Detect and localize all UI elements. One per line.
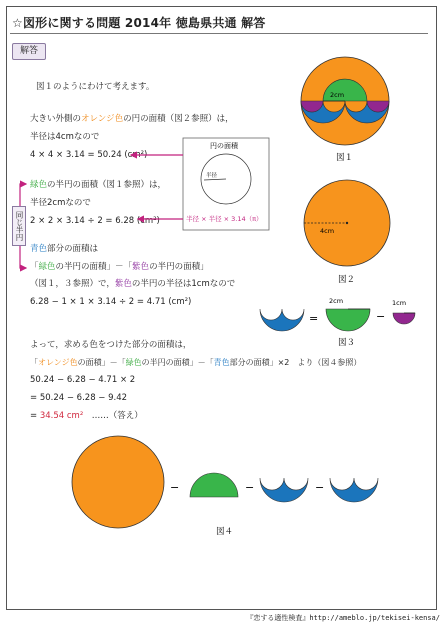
fig3-minus: − bbox=[376, 310, 386, 323]
fig3-blue-shape bbox=[260, 309, 304, 331]
page-title: ☆図形に関する問題 2014年 徳島県共通 解答 bbox=[12, 16, 266, 30]
calc-line-1: 50.24 − 6.28 − 4.71 × 2 bbox=[30, 375, 136, 385]
orange-radius-text: 半径は4cmなので bbox=[30, 132, 100, 142]
figure-1 bbox=[301, 57, 389, 163]
area-callout bbox=[183, 138, 269, 230]
fig3-caption: 図３ bbox=[338, 338, 356, 348]
arrow-to-blue bbox=[20, 246, 26, 268]
fig4-blue-shape-1 bbox=[260, 478, 308, 502]
green-area-formula: 2 × 2 × 3.14 ÷ 2 = 6.28 (cm²) bbox=[30, 216, 160, 226]
conclusion-heading: よって，求める色をつけた部分の面積は， bbox=[30, 340, 192, 350]
final-answer: = 34.54 cm² ……（答え） bbox=[30, 411, 143, 421]
blue-area-formula: 6.28 − 1 × 1 × 3.14 ÷ 2 = 4.71 (cm²) bbox=[30, 297, 192, 307]
footer-credit: 『恋する適性検査』http://ameblo.jp/tekisei-kensa/ bbox=[246, 614, 440, 622]
fig4-orange-circle bbox=[72, 436, 164, 528]
callout-formula: 半径 × 半径 × 3.14（π） bbox=[186, 215, 263, 223]
green-semicircle-heading: 緑色の半円の面積（図１参照）は， bbox=[30, 180, 167, 190]
fig4-minus-2: − bbox=[245, 481, 255, 494]
callout-title: 円の面積 bbox=[210, 142, 238, 150]
purple-radius-text: （図１，３参照）で，紫色の半円の半径は1cmなので bbox=[30, 279, 236, 289]
fig4-caption: 図４ bbox=[216, 527, 234, 537]
callout-radius-label: 半径 bbox=[206, 173, 218, 179]
intro-text: 図１のようにわけて考えます。 bbox=[36, 82, 155, 92]
blue-part-heading: 青色部分の面積は bbox=[30, 244, 99, 254]
green-radius-text: 半径2cmなので bbox=[30, 198, 91, 208]
answer-badge: 解答 bbox=[12, 43, 46, 60]
arrow-to-green bbox=[20, 184, 26, 206]
fig3-green-label: 2cm bbox=[329, 297, 344, 305]
fig2-radius-label: 4cm bbox=[320, 227, 335, 235]
figure-2 bbox=[304, 180, 390, 285]
fig4-green-semicircle bbox=[190, 473, 238, 497]
blue-part-expression: 「緑色の半円の面積」－「紫色の半円の面積」 bbox=[30, 262, 209, 272]
conclusion-expression: 「オレンジ色の面積」－「緑色の半円の面積」－「青色部分の面積」×2 より（図４参照） bbox=[30, 358, 362, 367]
orange-circle-heading: 大きい外側のオレンジ色の円の面積（図２参照）は， bbox=[30, 114, 234, 124]
fig3-equals: = bbox=[309, 312, 319, 325]
fig3-purple-semicircle bbox=[393, 313, 415, 324]
fig4-blue-shape-2 bbox=[330, 478, 378, 502]
figure-3 bbox=[260, 297, 415, 348]
same-semicircle-label: 同じ半円 bbox=[12, 206, 26, 246]
fig1-caption: 図１ bbox=[336, 153, 354, 163]
fig3-purple-label: 1cm bbox=[392, 299, 407, 307]
orange-area-formula: 4 × 4 × 3.14 = 50.24 (cm²) bbox=[30, 150, 148, 160]
fig3-green-semicircle bbox=[326, 309, 370, 331]
fig2-center-dot bbox=[346, 222, 348, 224]
fig4-minus-1: − bbox=[170, 481, 180, 494]
fig1-radius-label: 2cm bbox=[330, 91, 345, 99]
fig2-caption: 図２ bbox=[338, 275, 356, 285]
fig4-minus-3: − bbox=[315, 481, 325, 494]
calc-line-2: = 50.24 − 6.28 − 9.42 bbox=[30, 393, 128, 403]
figure-4 bbox=[72, 436, 378, 537]
